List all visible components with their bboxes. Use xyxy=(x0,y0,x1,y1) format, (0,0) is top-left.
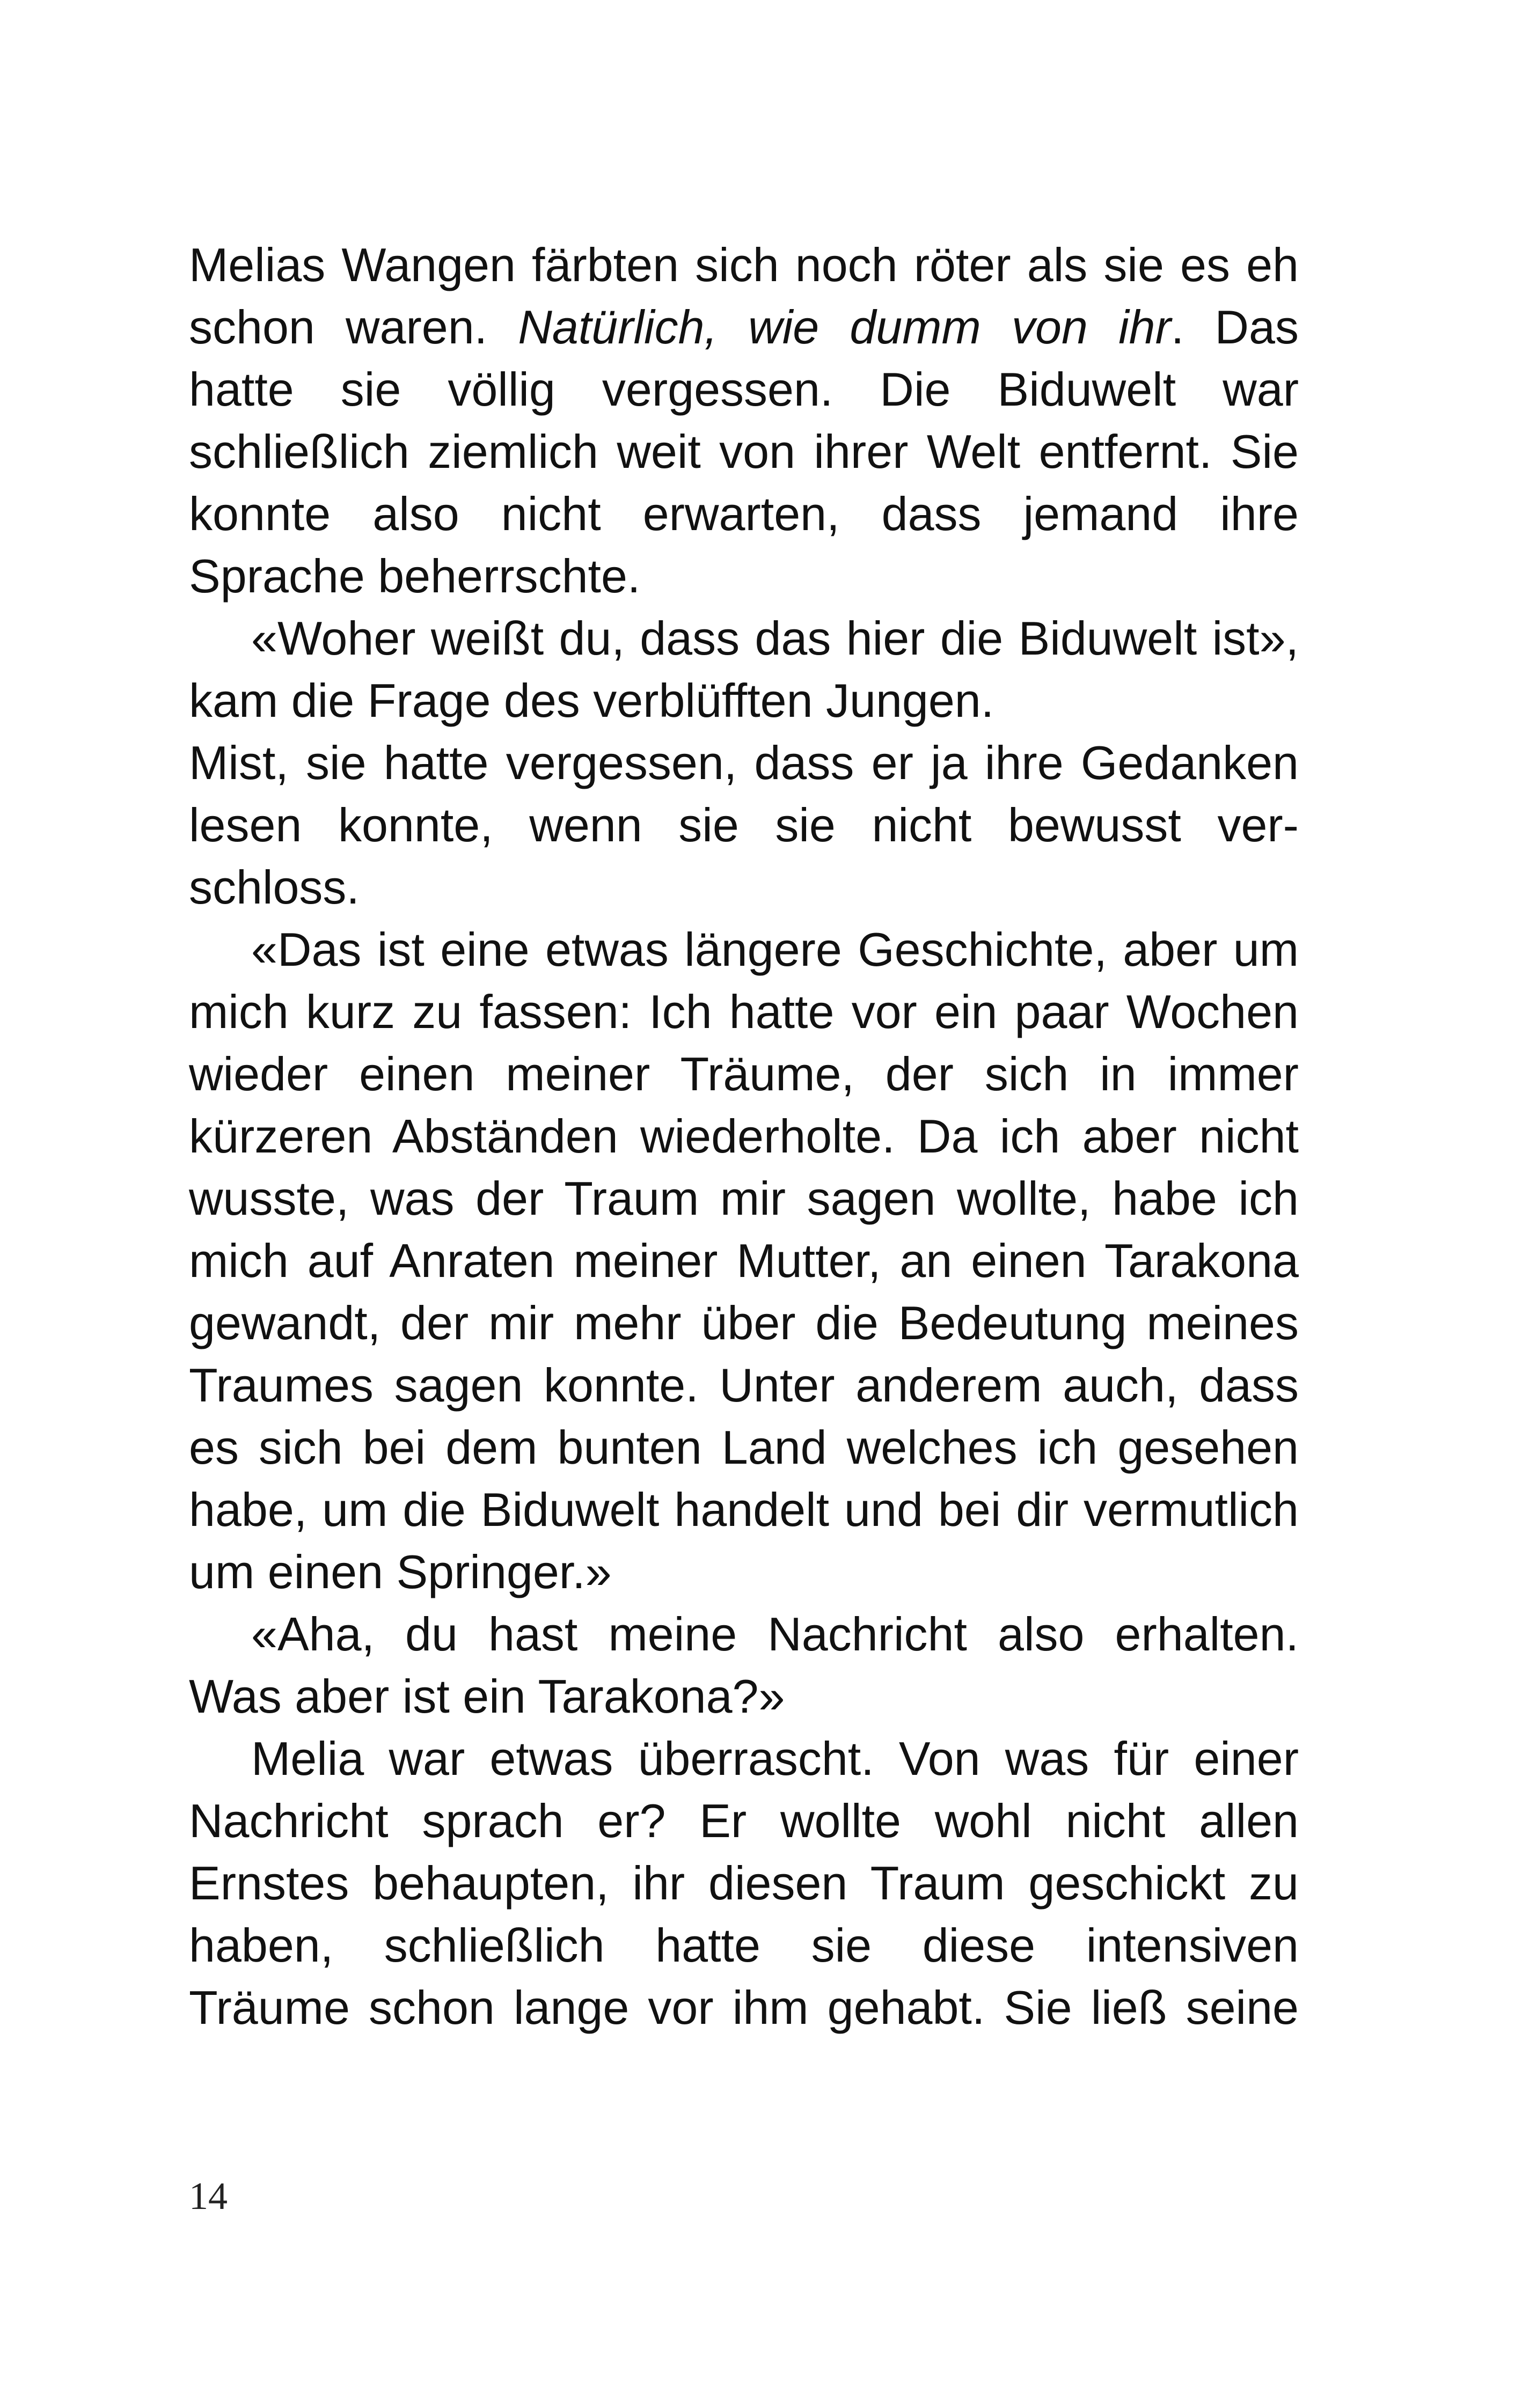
text-line: kürzeren Abständen wiederholte. Da ich aber nicht xyxy=(189,1110,1299,1163)
text-line: um einen Springer.» xyxy=(189,1545,612,1598)
page-number: 14 xyxy=(189,2175,228,2218)
text-line: lesen konnte, wenn sie sie nicht bewusst ver- xyxy=(189,798,1299,851)
text-segment: . Das xyxy=(1170,300,1299,354)
text-line: Melia war etwas überrascht. Von was für einer xyxy=(251,1732,1299,1785)
text-line: gewandt, der mir mehr über die Bedeutung meines xyxy=(189,1296,1299,1349)
text-line: Sprache beherrschte. xyxy=(189,549,641,603)
text-line: Was aber ist ein Tarakona?» xyxy=(189,1670,785,1723)
text-segment: schon waren. xyxy=(189,300,518,354)
text-line: konnte also nicht erwarten, dass jemand ihre xyxy=(189,487,1299,540)
text-line: schloss. xyxy=(189,861,360,914)
text-line: Traumes sagen konnte. Unter anderem auch, dass xyxy=(189,1359,1299,1412)
text-line: habe, um die Biduwelt handelt und bei dir vermutlich xyxy=(189,1483,1299,1536)
text-line: Ernstes behaupten, ihr diesen Traum geschickt zu xyxy=(189,1856,1299,1910)
text-line: «Woher weißt du, dass das hier die Biduwelt ist», xyxy=(251,612,1299,665)
text-line: Melias Wangen färbten sich noch röter als sie es eh xyxy=(189,238,1299,291)
text-line: es sich bei dem bunten Land welches ich gesehen xyxy=(189,1421,1299,1474)
text-line: Träume schon lange vor ihm gehabt. Sie ließ seine xyxy=(189,1981,1299,2034)
text-line: kam die Frage des verblüfften Jungen. xyxy=(189,674,994,727)
text-line: Nachricht sprach er? Er wollte wohl nicht allen xyxy=(189,1794,1299,1847)
text-line: mich auf Anraten meiner Mutter, an einen Tarakona xyxy=(189,1234,1299,1287)
text-line: wieder einen meiner Träume, der sich in immer xyxy=(189,1047,1299,1100)
text-line: schließlich ziemlich weit von ihrer Welt entfernt. Sie xyxy=(189,425,1299,478)
text-line: haben, schließlich hatte sie diese intensiven xyxy=(189,1919,1299,1972)
text-line: wusste, was der Traum mir sagen wollte, habe ich xyxy=(189,1172,1299,1225)
text-line: «Das ist eine etwas längere Geschichte, aber um xyxy=(251,923,1299,976)
text-line xyxy=(189,296,1299,358)
text-line: Mist, sie hatte vergessen, dass er ja ihre Gedanken xyxy=(189,736,1299,789)
text-line: «Aha, du hast meine Nachricht also erhalten. xyxy=(251,1607,1299,1661)
text-line: mich kurz zu fassen: Ich hatte vor ein paar Wochen xyxy=(189,985,1299,1038)
italic-text: Natürlich, wie dumm von ihr xyxy=(518,300,1171,354)
body-text xyxy=(189,234,1299,2039)
text-line: hatte sie völlig vergessen. Die Biduwelt war xyxy=(189,363,1299,416)
